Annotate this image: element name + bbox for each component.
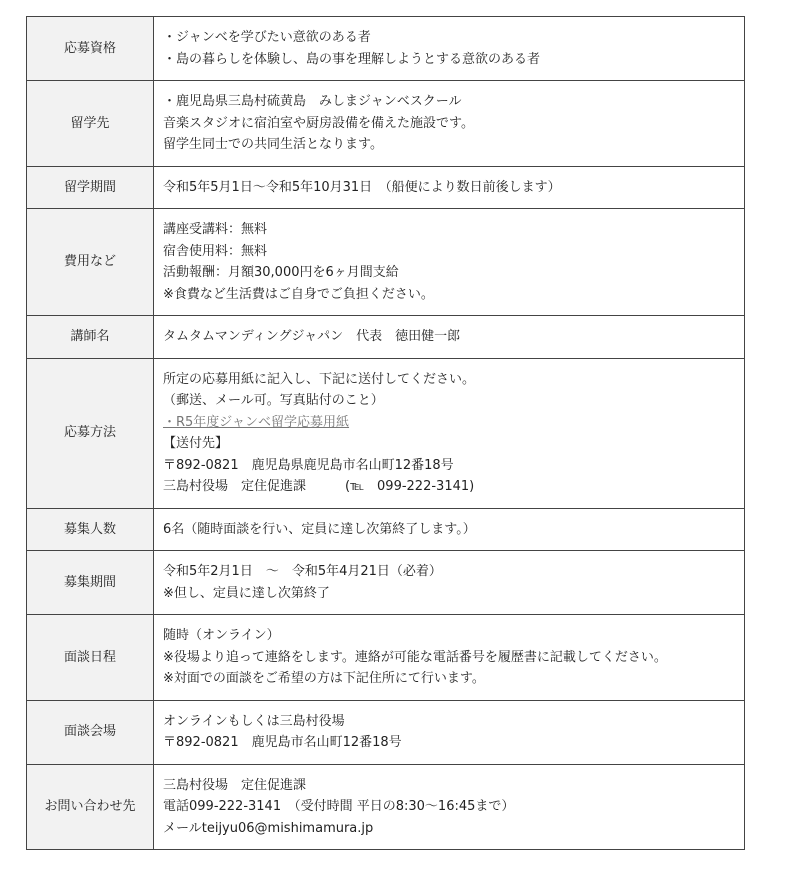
table-row [27,508,745,551]
text-line: 〒892-0821 鹿児島市名山町12番18号 [163,735,402,750]
text-line: 【送付先】 [163,436,229,451]
row-value-recruitment-period [154,551,745,615]
row-value-instructor [154,316,745,359]
row-label-interview-venue: 面談会場 [27,700,154,764]
text-line: 〒892-0821 鹿児島県鹿児島市名山町12番18号 [163,457,454,473]
table-row [27,316,745,359]
row-label-recruitment-period: 募集期間 [27,551,154,615]
table-body [27,17,745,850]
table-row [27,764,745,850]
row-value-eligibility [154,17,745,81]
text-line: 三島村役場 定住促進課 (℡ 099-222-3141) [163,479,475,494]
row-label-interview-schedule: 面談日程 [27,615,154,701]
text-line: 三島村役場 定住促進課 [163,777,307,793]
row-label-eligibility: 応募資格 [27,17,154,81]
text-line: メールteijyu06@mishimamura.jp [163,820,374,836]
application-form-link[interactable]: ・R5年度ジャンベ留学応募用紙 [163,414,350,430]
row-value-contact [154,764,745,850]
text-line: 令和5年5月1日〜令和5年10月31日 （船便により数日前後します） [163,179,561,195]
text-line: ※食費など生活費はご自身でご負担ください。 [163,286,434,302]
table-row [27,81,745,167]
row-value-interview-schedule [154,615,745,701]
row-value-capacity [154,508,745,551]
text-line: 宿舎使用料：無料 [163,243,268,259]
row-label-period: 留学期間 [27,166,154,209]
table-row [27,209,745,316]
row-value-interview-venue [154,700,745,764]
text-line: 令和5年2月1日 〜 令和5年4月21日（必着） [163,564,442,579]
text-line: タムタムマンディングジャパン 代表 徳田健一郎 [163,329,461,344]
row-label-costs: 費用など [27,209,154,316]
recruitment-info-container [26,16,744,850]
text-line: ※但し、定員に達し次第終了 [163,585,330,601]
text-line: 音楽スタジオに宿泊室や厨房設備を備えた施設です。 [163,115,474,131]
row-label-destination: 留学先 [27,81,154,167]
table-row [27,700,745,764]
text-line: ・鹿児島県三島村硫黄島 みしまジャンベスクール [163,94,462,109]
text-line: ※役場より追って連絡をします。連絡が可能な電話番号を履歴書に記載してください。 [163,649,667,665]
text-line: ・島の暮らしを体験し、島の事を理解しようとする意欲のある者 [163,51,541,67]
text-line: 講座受講料：無料 [163,222,268,237]
text-line: 所定の応募用紙に記入し、下記に送付してください。 [163,371,476,387]
text-line: 6名（随時面談を行い、定員に達し次第終了します。） [163,521,476,537]
row-value-period [154,166,745,209]
table-row [27,17,745,81]
text-line: ・ジャンベを学びたい意欲のある者 [163,30,371,45]
table-row [27,358,745,508]
row-value-costs [154,209,745,316]
row-label-instructor: 講師名 [27,316,154,359]
text-line: ※対面での面談をご希望の方は下記住所にて行います。 [163,671,485,686]
text-line: 電話099-222-3141 （受付時間 平日の8:30〜16:45まで） [163,799,515,814]
table-row [27,615,745,701]
table-row [27,166,745,209]
text-line: 随時（オンライン） [163,628,280,643]
row-label-application-method: 応募方法 [27,358,154,508]
recruitment-info-table [26,16,745,850]
text-line: （郵送、メール可。写真貼付のこと） [163,393,384,408]
text-line: 活動報酬：月額30,000円を6ヶ月間支給 [163,265,399,280]
row-label-contact: お問い合わせ先 [27,764,154,850]
row-label-capacity: 募集人数 [27,508,154,551]
table-row [27,551,745,615]
text-line: オンラインもしくは三島村役場 [163,713,345,729]
text-line: 留学生同士での共同生活となります。 [163,137,383,152]
row-value-application-method [154,358,745,508]
row-value-destination [154,81,745,167]
